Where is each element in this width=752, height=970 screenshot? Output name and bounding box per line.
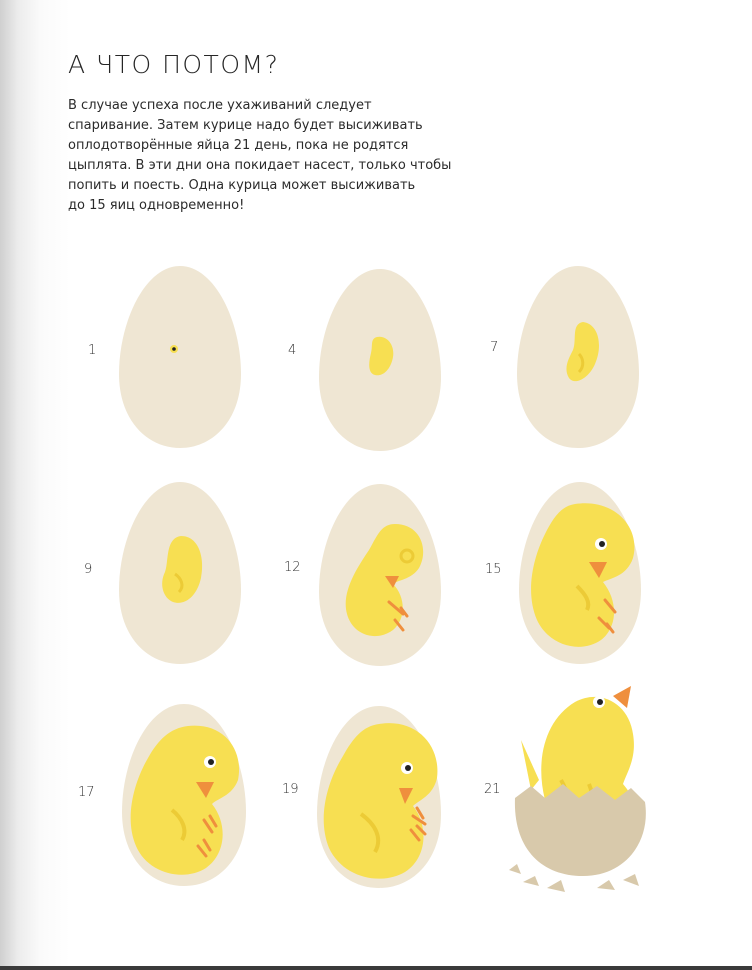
hatched-chick-icon [505,680,655,900]
intro-line: спаривание. Затем курице надо будет высиживать [68,118,423,133]
egg-day-1-icon [115,262,245,452]
day-label-19: 19 [282,782,299,797]
intro-line: В случае успеха после ухаживаний следует [68,98,372,113]
day-label-12: 12 [284,560,301,575]
day-label-9: 9 [84,562,93,577]
intro-line: до 15 яиц одновременно! [68,198,245,213]
egg-day-19-icon [313,702,445,892]
day-label-21: 21 [484,782,501,797]
egg-day-15-icon [515,478,645,668]
intro-line: оплодотворённые яйца 21 день, пока не родятся [68,138,409,153]
intro-line: цыплята. В эти дни она покидает насест, только чтобы [68,158,452,173]
day-label-15: 15 [485,562,502,577]
day-label-17: 17 [78,785,95,800]
egg-day-9-icon [115,478,245,668]
egg-day-4-icon [315,265,445,455]
day-label-7: 7 [490,340,499,355]
day-label-1: 1 [88,343,97,358]
page-title: А ЧТО ПОТОМ? [68,50,280,79]
egg-day-7-icon [513,262,643,452]
intro-line: попить и поесть. Одна курица может высиживать [68,178,416,193]
day-label-4: 4 [288,343,297,358]
intro-paragraph [68,96,468,216]
bottom-edge [0,966,752,970]
egg-day-12-icon [315,480,445,670]
egg-day-17-icon [118,700,250,890]
